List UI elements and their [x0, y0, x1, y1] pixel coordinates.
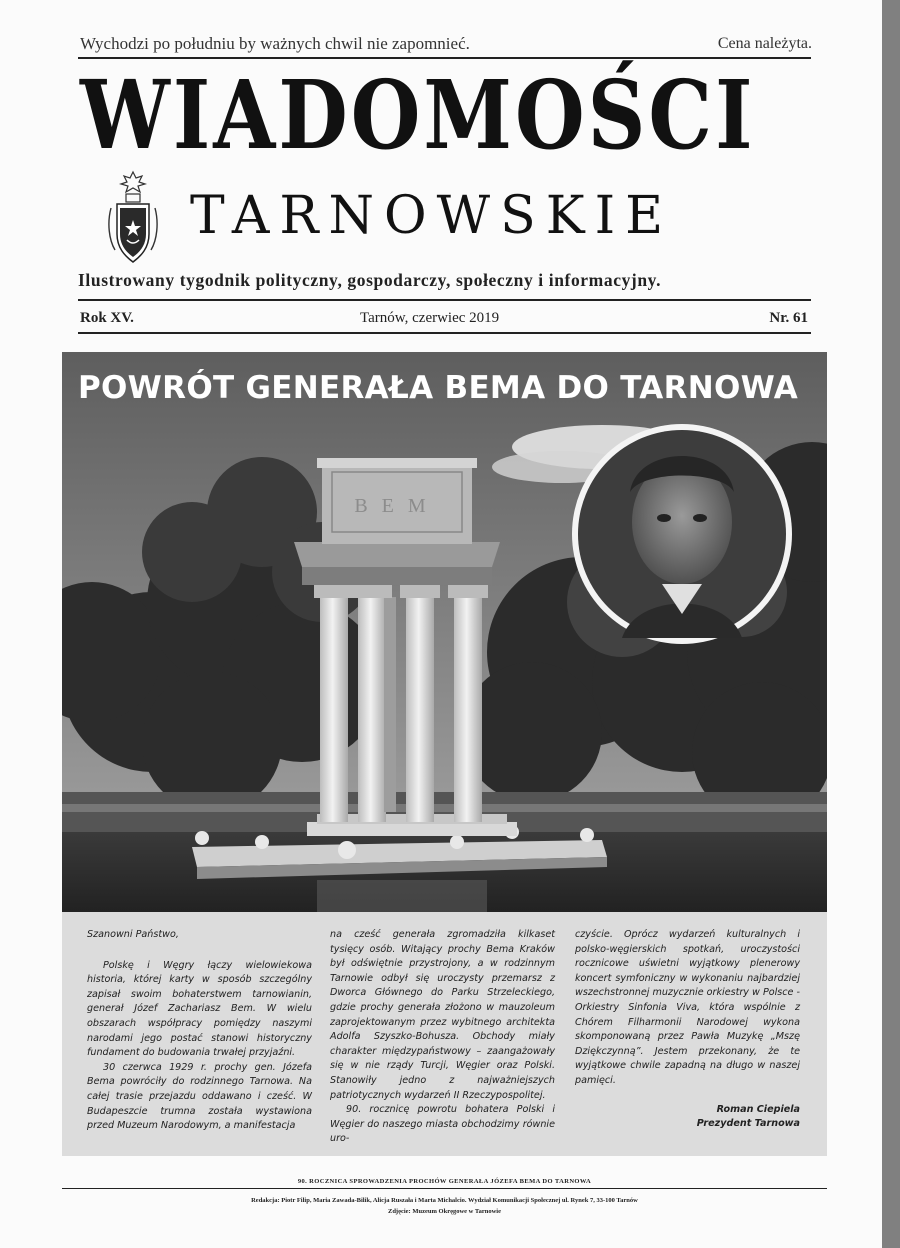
price-note: Cena należyta. — [717, 35, 812, 52]
monument-inscription: BEM — [354, 495, 440, 517]
top-rule — [78, 57, 811, 59]
mausoleum-photo — [62, 352, 827, 912]
signature-title: Prezydent Tarnowa — [696, 1118, 800, 1130]
article-paragraph: 90. rocznicę powrotu bohatera Polski i Węgier do naszego miasta obchodzimy równie uro- — [330, 1104, 555, 1145]
issue-number: Nr. 61 — [769, 310, 808, 326]
photo-caption: 90. ROCZNICA SPROWADZENIA PROCHÓW GENERAŁA JÓZEFA BEMA DO TARNOWA — [297, 1178, 592, 1185]
photo-credit: Zdjęcie: Muzeum Okręgowe w Tarnowie — [387, 1208, 501, 1215]
page-edge — [882, 0, 900, 1248]
masthead-motto: Wychodzi po południu by ważnych chwil nie zapomnieć. — [80, 34, 470, 53]
dateline: Tarnów, czerwiec 2019 — [360, 310, 500, 326]
article-column-2 — [330, 928, 555, 1147]
year-label: Rok XV. — [80, 310, 134, 326]
headline: POWRÓT GENERAŁA BEMA DO TARNOWA — [78, 370, 799, 406]
hero-photo — [62, 352, 827, 912]
article-paragraph: na cześć generała zgromadziła kilkaset tysięcy osób. Witający prochy Bema Kraków był odświętnie przystrojony, a w rodzinnym Tarnowie odbył się uroczysty przemarsz z Dworca Głównego do Parku Strzeleckiego, gdzie prochy generała złożono w mauzoleum zaprojektowanym przez wybitnego architekta Adolfa Szyszko-Bohusza. Obchody miały charakter międzypaństwowy – zaangażowały się w nie rządy Turcji, Węgier oraz Polski. Stanowiły jedno z najważniejszych patriotycznych wydarzeń II Rzeczypospolitej. — [330, 929, 555, 1101]
masthead-tagline: Ilustrowany tygodnik polityczny, gospodarczy, społeczny i informacyjny. — [78, 270, 662, 290]
dateline-rule — [78, 332, 811, 334]
tagline-rule — [78, 299, 811, 301]
masthead-title: WIADOMOŚCI — [80, 59, 756, 171]
signature-name: Roman Ciepiela — [716, 1103, 800, 1115]
article-paragraph: 30 czerwca 1929 r. prochy gen. Józefa Bema powróciły do rodzinnego Tarnowa. Na całej trasie przejazdu oddawano i cześć. W Budapeszcie trumna została wystawiona przed Muzeum Narodowym, a manifestacja — [87, 1061, 312, 1132]
editorial-credits: Redakcja: Piotr Filip, Maria Zawada-Bilik, Alicja Ruszała i Marta Michalcio. Wydział Komunikacji Społecznej ul. Rynek 7, 33-100 Tarnów — [251, 1197, 638, 1204]
article-column-1 — [87, 928, 312, 1134]
editorial-letter — [62, 912, 827, 1156]
letter-greeting: Szanowni Państwo, — [87, 929, 179, 940]
masthead-subtitle: TARNOWSKIE — [190, 186, 674, 246]
article-column-3 — [575, 928, 800, 1132]
footer-rule — [62, 1188, 827, 1189]
tarnow-crest-icon — [105, 168, 161, 268]
article-paragraph: czyście. Oprócz wydarzeń kulturalnych i polsko-węgierskich spotkań, uroczystości rocznicowe uświetni wyjątkowy plenerowy koncert symfoniczny w wykonaniu najbardziej wszechstronnej muzycznie orkiestry w Polsce - Orkiestry Sinfonia Viva, która wspólnie z Chórem Filharmonii Narodowej wykona skomponowaną przez Pawła Muzykę „Mszę Dziękczynną”. Jestem przekonany, że te wyjątkowe chwile zapadną na długo w naszej pamięci. — [575, 929, 800, 1086]
article-paragraph: Polskę i Węgry łączy wielowiekowa historia, której karty w sposób szczególny zapisał swoim bohaterstwem tarnowianin, generał Józef Zachariasz Bem. W wielu obszarach współpracy pomiędzy naszymi narodami jego postać stanowi historyczny fundament do budowania trwałej przyjaźni. — [87, 959, 312, 1059]
